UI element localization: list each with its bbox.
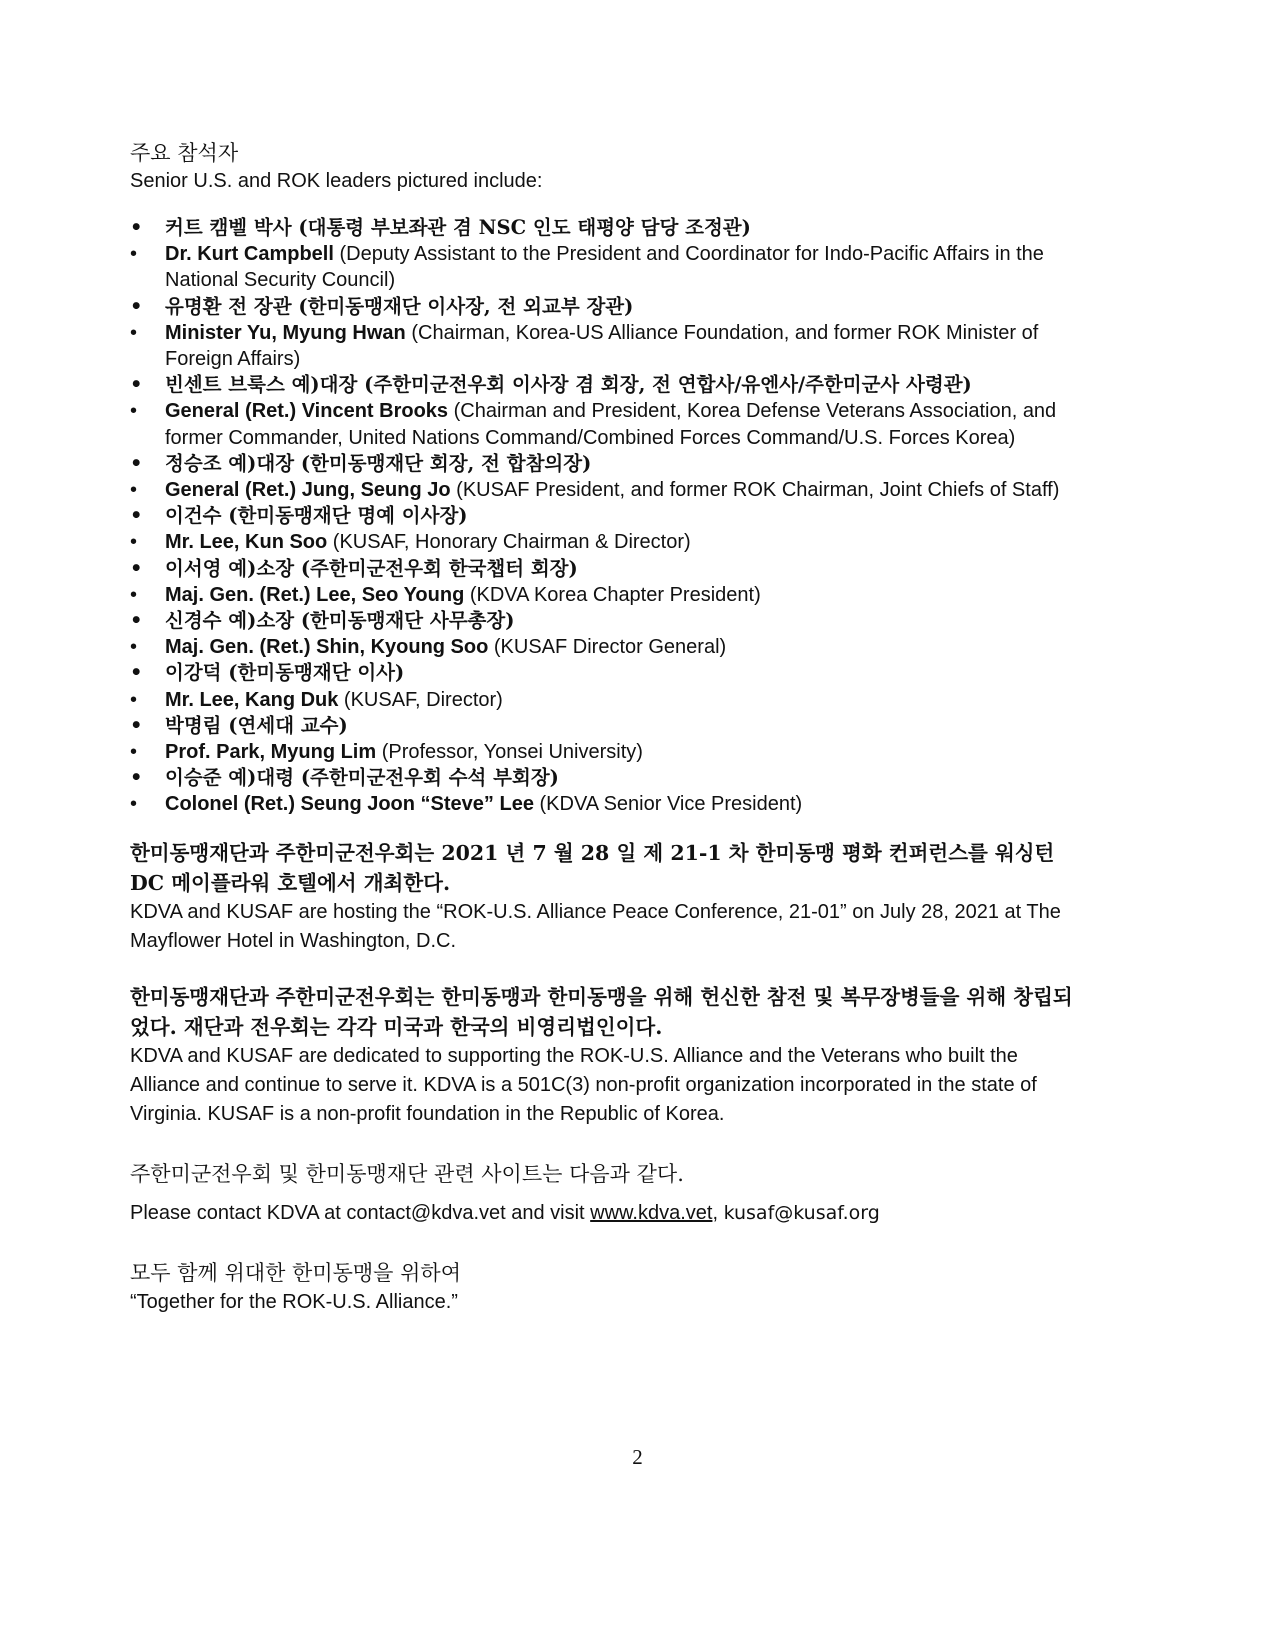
attendee-name: General (Ret.) Vincent Brooks [165, 400, 449, 423]
attendee-kr-1: • 유명환 전 장관 (한미동맹재단 이사장, 전 외교부 장관) [130, 294, 1090, 320]
attendees-subheading: Senior U.S. and ROK leaders pictured include: [130, 170, 543, 192]
contact-text: Please contact KDVA at contact@kdva.vet and visit [130, 1201, 591, 1224]
attendee-desc: (KUSAF, Director) [338, 688, 503, 711]
attendee-desc: (KUSAF President, and former ROK Chairman, Joint Chiefs of Staff) [450, 479, 1060, 502]
closing-en: “Together for the ROK-U.S. Alliance.” [130, 1290, 458, 1313]
page-number: 2 [632, 1445, 643, 1469]
attendee-kr-0: • 커트 캠벨 박사 (대통령 부보좌관 겸 NSC 인도 태평양 담당 조정관) [130, 215, 1090, 241]
attendee-en-2 [130, 398, 1090, 450]
attendees-heading: 주요 참석자 [130, 141, 239, 165]
attendee-desc: (Chairman and President, Korea Defense Veterans Association, and former Commander, United Nations Command/Combined Forces Command/U.S. Forces Korea) [165, 400, 1057, 449]
mission-en: KDVA and KUSAF are dedicated to supporting the ROK-U.S. Alliance and the Veterans who built the Alliance and continue to serve it. KDVA is a 501C(3) non-profit organization incorporated in the state of Virginia. KUSAF is a non-profit foundation in the Republic of Korea. [130, 1044, 1037, 1125]
attendee-en-4 [130, 529, 1090, 555]
attendee-kr-6: • 신경수 예)소장 (한미동맹재단 사무총장) [130, 608, 1090, 634]
closing-kr: 모두 함께 위대한 한미동맹을 위하여 [130, 1260, 461, 1285]
attendee-desc: (Professor, Yonsei University) [376, 741, 643, 764]
contact-en [130, 1199, 1090, 1228]
attendee-kr-9: • 이승준 예)대령 (주한미군전우회 수석 부회장) [130, 765, 1090, 791]
attendee-en-8 [130, 739, 1090, 765]
attendee-kr-8: • 박명림 (연세대 교수) [130, 713, 1090, 739]
attendee-kr-4: • 이건수 (한미동맹재단 명예 이사장) [130, 503, 1090, 529]
attendee-en-1 [130, 320, 1090, 372]
attendee-list [130, 215, 1090, 818]
attendee-name: Minister Yu, Myung Hwan [165, 321, 406, 344]
contact-section [130, 1159, 1090, 1228]
attendee-desc: (Chairman, Korea-US Alliance Foundation, and former ROK Minister of Foreign Affairs) [165, 321, 1039, 371]
kdva-website-link[interactable]: www.kdva.vet [590, 1201, 713, 1224]
attendee-name: Maj. Gen. (Ret.) Shin, Kyoung Soo [165, 636, 489, 659]
document-body [130, 138, 1090, 1317]
kusaf-email[interactable]: kusaf@kusaf.org [723, 1201, 880, 1224]
conference-en: KDVA and KUSAF are hosting the “ROK-U.S. Alliance Peace Conference, 21-01” on July 28, 2021 at The Mayflower Hotel in Washington, D.C. [130, 900, 1061, 952]
attendee-desc: (Deputy Assistant to the President and Coordinator for Indo-Pacific Affairs in the National Security Council) [165, 243, 1044, 292]
contact-separator: , [712, 1201, 724, 1224]
mission-section [130, 982, 1090, 1129]
attendee-kr-7: • 이강덕 (한미동맹재단 이사) [130, 660, 1090, 686]
attendee-name: Dr. Kurt Campbell [165, 243, 334, 266]
attendee-en-5 [130, 582, 1090, 608]
attendee-name: Colonel (Ret.) Seung Joon “Steve” Lee [165, 793, 534, 816]
attendee-en-7 [130, 687, 1090, 713]
attendee-kr-2: • 빈센트 브룩스 예)대장 (주한미군전우회 이사장 겸 회장, 전 연합사/유엔사/주한미군사 사령관) [130, 372, 1090, 398]
attendee-name: Maj. Gen. (Ret.) Lee, Seo Young [165, 583, 465, 606]
mission-kr: 한미동맹재단과 주한미군전우회는 한미동맹과 한미동맹을 위해 헌신한 참전 및 복무장병들을 위해 창립되었다. 재단과 전우회는 각각 미국과 한국의 비영리법인이다. [130, 984, 1073, 1039]
attendee-name: General (Ret.) Jung, Seung Jo [165, 479, 451, 502]
closing-section [130, 1258, 1090, 1317]
conference-section [130, 838, 1090, 956]
attendee-name: Mr. Lee, Kun Soo [165, 531, 328, 554]
contact-kr: 주한미군전우회 및 한미동맹재단 관련 사이트는 다음과 같다. [130, 1161, 684, 1186]
conference-kr: 한미동맹재단과 주한미군전우회는 2021 년 7 월 28 일 제 21-1 차 한미동맹 평화 컨퍼런스를 워싱턴 DC 메이플라워 호텔에서 개최한다. [130, 840, 1055, 895]
attendee-name: Mr. Lee, Kang Duk [165, 688, 339, 711]
attendee-en-0 [130, 241, 1090, 293]
attendee-kr-5: • 이서영 예)소장 (주한미군전우회 한국챕터 회장) [130, 556, 1090, 582]
attendee-en-9 [130, 791, 1090, 817]
attendee-desc: (KUSAF, Honorary Chairman & Director) [327, 531, 691, 554]
attendee-desc: (KUSAF Director General) [488, 636, 727, 659]
attendee-en-6 [130, 634, 1090, 660]
attendee-kr-3: • 정승조 예)대장 (한미동맹재단 회장, 전 합참의장) [130, 451, 1090, 477]
attendee-desc: (KDVA Korea Chapter President) [464, 583, 761, 606]
attendee-desc: (KDVA Senior Vice President) [533, 793, 803, 816]
attendee-en-3 [130, 477, 1090, 503]
attendee-name: Prof. Park, Myung Lim [165, 741, 377, 764]
